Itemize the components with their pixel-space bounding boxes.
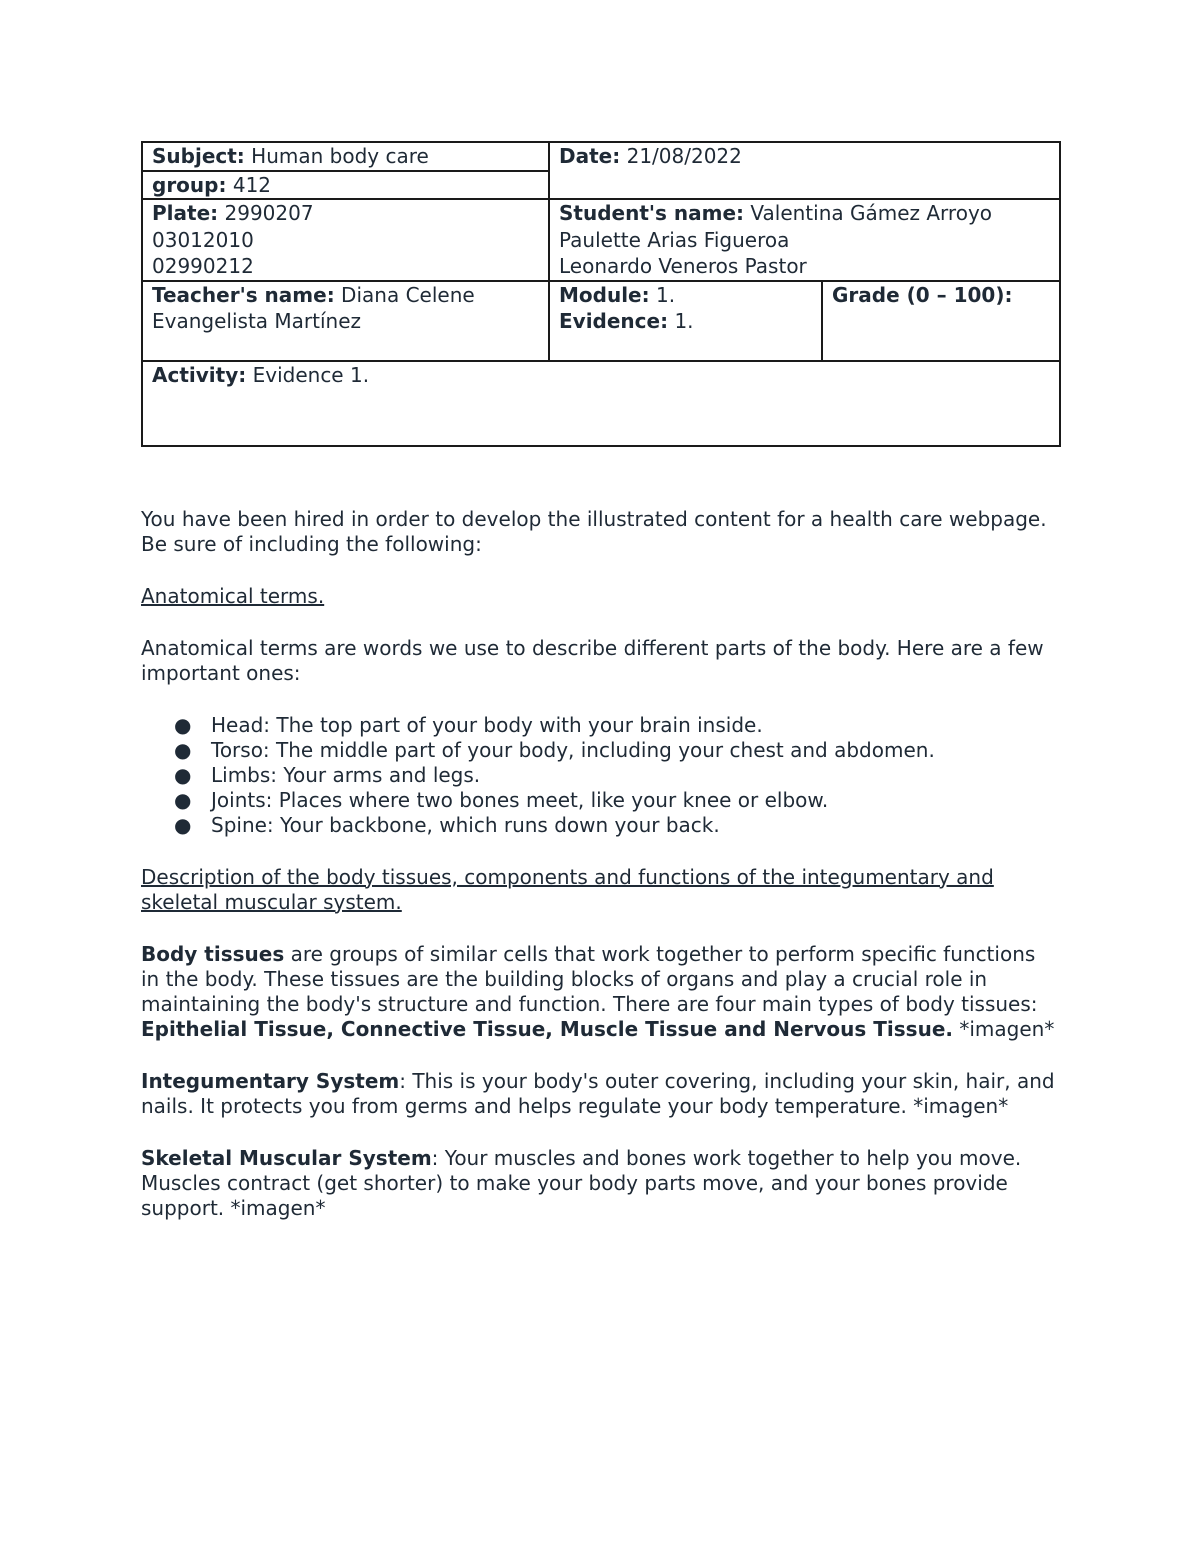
list-item: ● Head: The top part of your body with your brain inside. xyxy=(174,712,763,737)
section-heading-body-tissues: Description of the body tissues, components and functions of the integumentary and skeletal muscular system. xyxy=(141,864,994,914)
group-cell xyxy=(142,171,549,200)
integumentary-paragraph: Integumentary System: This is your body's outer covering, including your skin, hair, and nails. It protects you from germs and helps regulate your body temperature. *imagen* xyxy=(141,1068,1055,1118)
anatomical-terms-list xyxy=(141,713,1059,838)
body-tissues-paragraph: Body tissues are groups of similar cells that work together to perform specific functions in the body. These tissues are the building blocks of organs and play a crucial role in maintaining the body's structure and function. There are four main types of body tissues: Epithelial Tissue, Connective Tissue, Muscle Tissue and Nervous Tissue. *imagen* xyxy=(141,941,1055,1041)
anatomical-terms-intro: Anatomical terms are words we use to describe different parts of the body. Here are a few important ones: xyxy=(141,635,1044,685)
list-item: ● Joints: Places where two bones meet, like your knee or elbow. xyxy=(174,787,829,812)
teacher-label: Teacher's name: xyxy=(152,282,335,307)
integumentary-term: Integumentary System xyxy=(141,1068,400,1093)
skeletal-term: Skeletal Muscular System xyxy=(141,1145,432,1170)
bullet-icon: ● xyxy=(174,762,192,787)
student-name-3: Leonardo Veneros Pastor xyxy=(559,254,807,278)
plate-cell xyxy=(142,199,549,281)
date-cell xyxy=(549,142,1060,199)
header-table xyxy=(141,141,1061,447)
bullet-icon: ● xyxy=(174,787,192,812)
module-value: 1. xyxy=(649,282,676,307)
bullet-icon: ● xyxy=(174,812,192,837)
evidence-label: Evidence: xyxy=(559,309,669,333)
teacher-value-line2: Evangelista Martínez xyxy=(152,309,362,333)
activity-label: Activity: xyxy=(152,362,247,387)
tissue-types: Epithelial Tissue, Connective Tissue, Muscle Tissue and Nervous Tissue. xyxy=(141,1016,953,1041)
module-cell xyxy=(549,281,822,361)
list-item: ● Spine: Your backbone, which runs down your back. xyxy=(174,812,720,837)
plate-label: Plate: xyxy=(152,201,219,225)
module-label: Module: xyxy=(559,282,650,307)
evidence-value: 1. xyxy=(668,309,694,333)
activity-value: Evidence 1. xyxy=(246,362,370,387)
grade-label: Grade (0 – 100): xyxy=(832,282,1013,307)
grade-cell xyxy=(822,281,1060,361)
intro-paragraph: You have been hired in order to develop the illustrated content for a health care webpage. Be sure of including the following: xyxy=(141,506,1047,556)
subject-label: Subject: xyxy=(152,144,245,168)
list-item: ● Limbs: Your arms and legs. xyxy=(174,762,481,787)
student-name-1: Valentina Gámez Arroyo xyxy=(744,201,993,225)
body-tissues-term: Body tissues xyxy=(141,941,285,966)
teacher-cell xyxy=(142,281,549,361)
bullet-icon: ● xyxy=(174,712,192,737)
subject-value: Human body care xyxy=(244,144,429,168)
document-body xyxy=(141,507,1059,1221)
section-heading-anatomical-terms: Anatomical terms. xyxy=(141,583,325,608)
plate-value-2: 03012010 xyxy=(152,227,254,252)
teacher-value-line1: Diana Celene xyxy=(334,282,475,307)
plate-value-3: 02990212 xyxy=(152,254,254,278)
date-label: Date: xyxy=(559,144,621,168)
subject-cell xyxy=(142,142,549,171)
document-page xyxy=(141,141,1059,1248)
bullet-icon: ● xyxy=(174,737,192,762)
students-label: Student's name: xyxy=(559,201,745,225)
date-value: 21/08/2022 xyxy=(620,144,742,168)
activity-cell xyxy=(142,361,1060,446)
skeletal-paragraph: Skeletal Muscular System: Your muscles and bones work together to help you move. Muscles contract (get shorter) to make your body parts move, and your bones provide support. *imagen* xyxy=(141,1145,1022,1220)
group-label: group: xyxy=(152,172,227,197)
student-name-2: Paulette Arias Figueroa xyxy=(559,227,790,252)
group-value: 412 xyxy=(226,172,272,197)
list-item: ● Torso: The middle part of your body, including your chest and abdomen. xyxy=(174,737,935,762)
plate-value-1: 2990207 xyxy=(218,201,314,225)
students-cell xyxy=(549,199,1060,281)
